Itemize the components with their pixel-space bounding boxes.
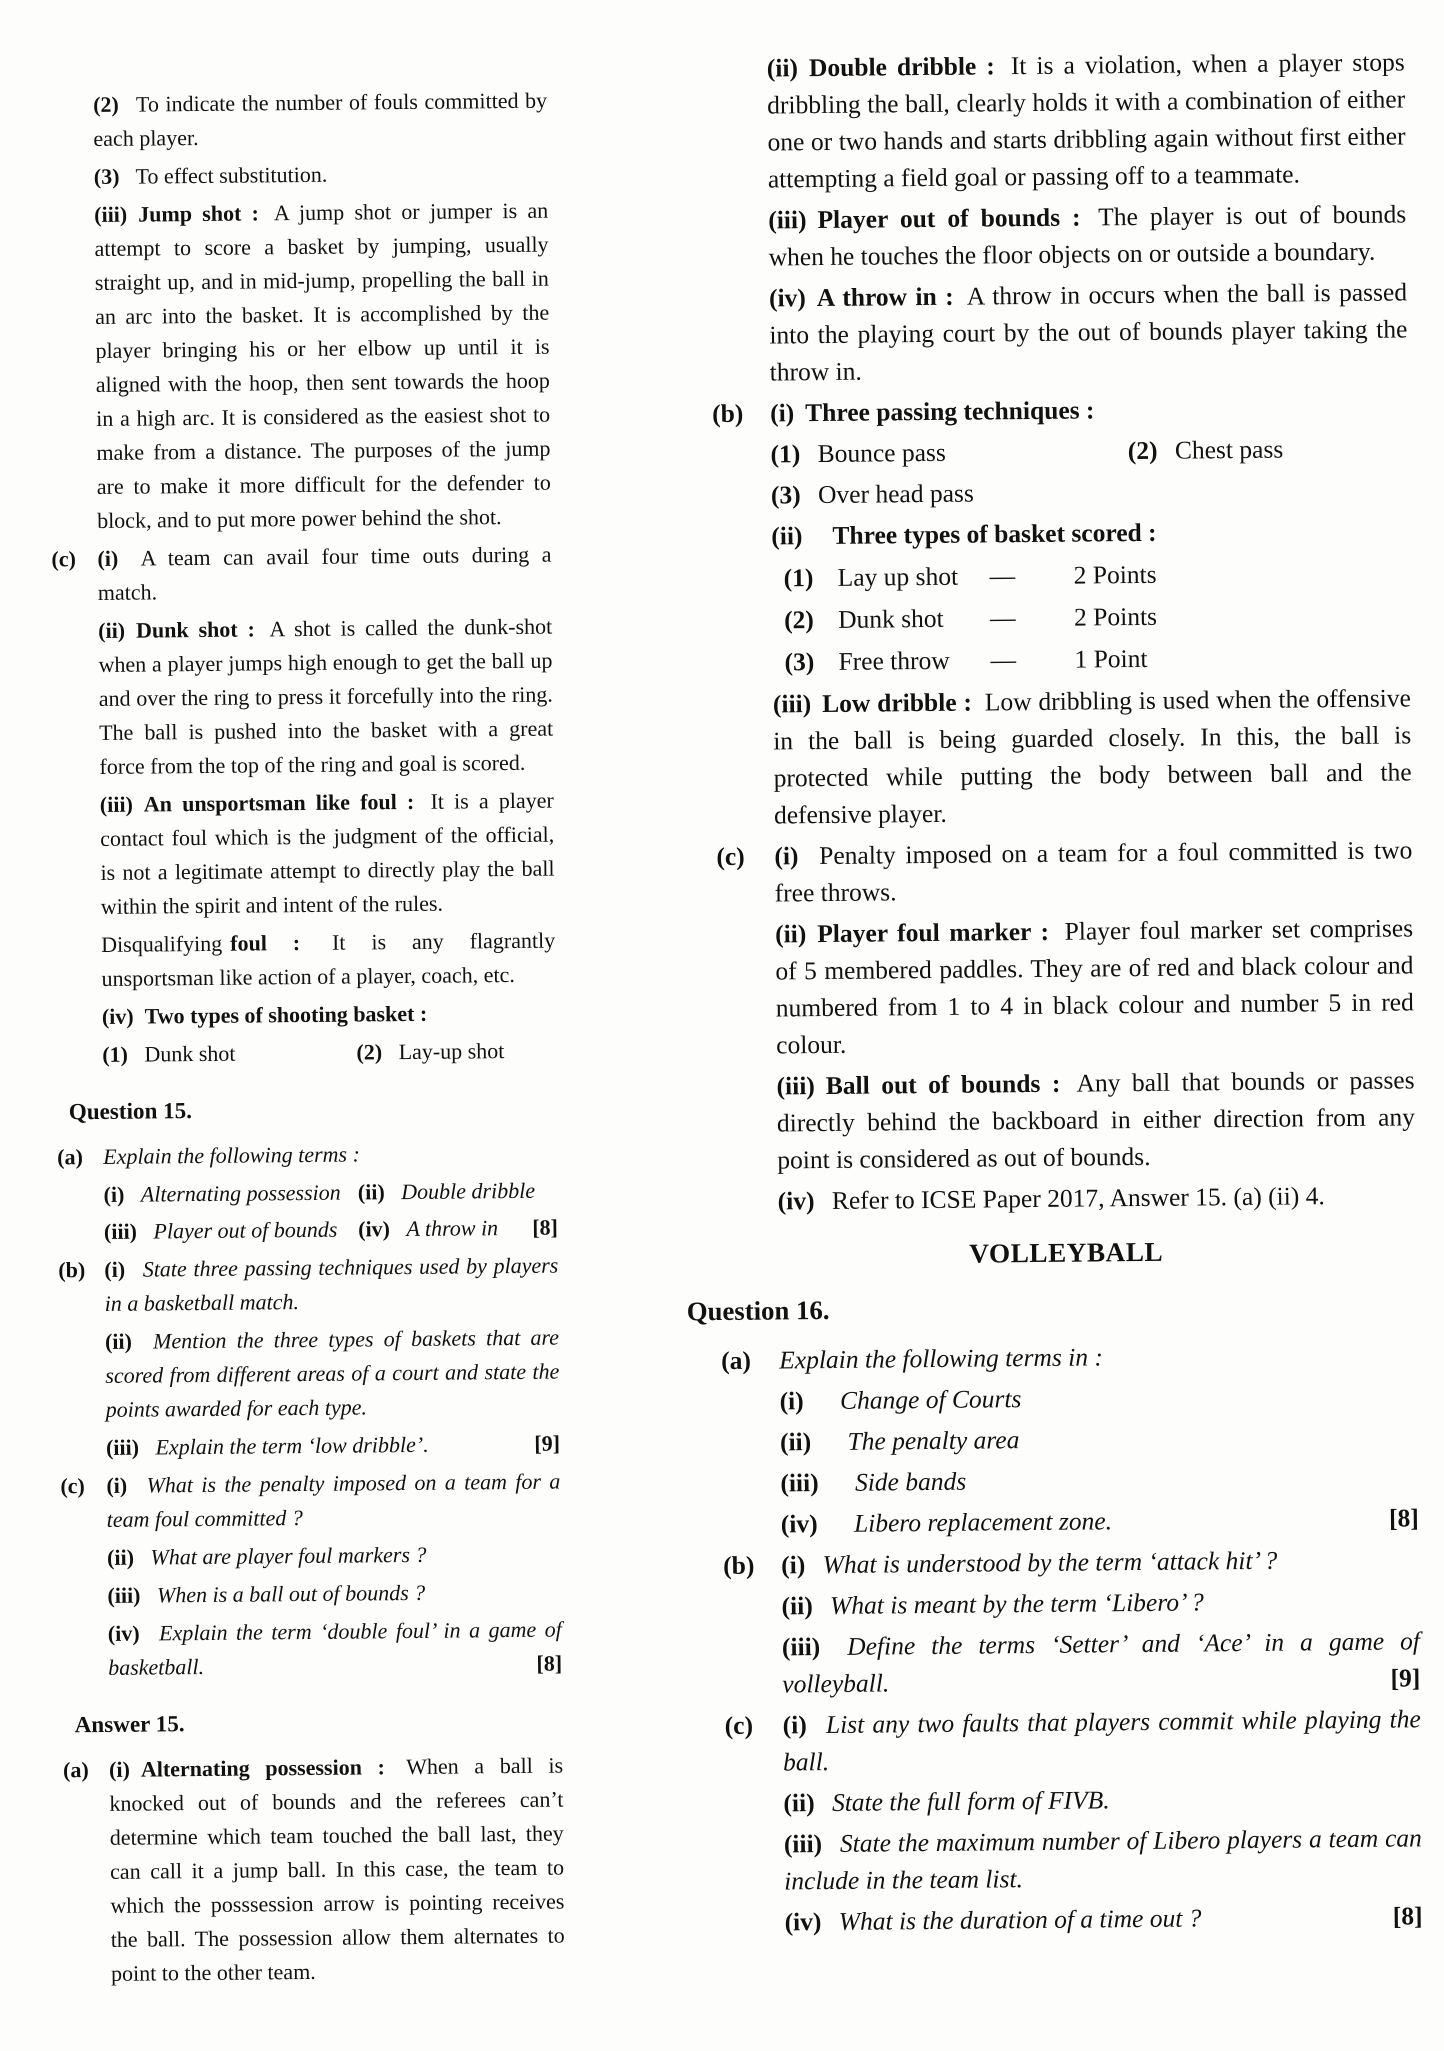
term-lead: Three passing techniques : bbox=[805, 395, 1095, 428]
two-column-row bbox=[104, 1211, 558, 1249]
question-item bbox=[781, 1581, 1419, 1624]
item-label: (ii) bbox=[783, 1788, 815, 1818]
question-text: What are player foul markers ? bbox=[150, 1541, 427, 1570]
body-text: The player is out of bounds when he touches the floor objects on or outside a boundary. bbox=[768, 199, 1407, 272]
item-label: (iv) bbox=[780, 1509, 818, 1539]
body-text: When a ball is knocked out of bounds and the referees can’t determine which team touched the ball last, they can call it a jump ball. In this case, the team to which the posssession arrow is pointing receives the ball. The possession allow them alternates to point to the other team. bbox=[109, 1752, 565, 1986]
question-item bbox=[724, 1700, 1422, 1780]
term-lead: An unsportsman like foul : bbox=[143, 788, 415, 817]
body-text: Refer to ICSE Paper 2017, Answer 15. (a) (ii) 4. bbox=[831, 1181, 1325, 1215]
definition-paragraph bbox=[767, 43, 1406, 197]
outer-label: (c) bbox=[51, 546, 77, 572]
item-label: (iv) bbox=[358, 1216, 391, 1242]
item-label: (iii) bbox=[781, 1632, 821, 1662]
item-label: (iv) bbox=[768, 283, 806, 313]
question-text: Player out of bounds bbox=[153, 1216, 338, 1244]
body-text: A team can avail four time outs during a match. bbox=[97, 541, 552, 605]
answer-heading: Answer 15. bbox=[74, 1710, 185, 1738]
body-text: A shot is called the dunk-shot when a player jumps high enough to get the ball up and over the ring to press it forcefully into the ring. The ball is pushed into the basket with a great force from the top of the ring and goal is scored. bbox=[98, 613, 554, 779]
points-value: 2 Points bbox=[1073, 601, 1158, 632]
body-text: Penalty imposed on a team for a foul committed is two free throws. bbox=[774, 835, 1413, 908]
question-text: A throw in bbox=[406, 1215, 499, 1242]
definition-paragraph bbox=[100, 784, 555, 924]
question-text: Mention the three types of baskets that are scored from different areas of a court and state the points awarded for each type. bbox=[105, 1324, 560, 1422]
term-lead: Player out of bounds : bbox=[817, 202, 1081, 235]
question-item bbox=[784, 1897, 1422, 1940]
item-label: (1) bbox=[102, 1041, 129, 1067]
body-text: A throw in occurs when the ball is passed into the playing court by the out of bounds player taking the throw in. bbox=[769, 277, 1408, 387]
question-text: Explain the following terms in : bbox=[779, 1342, 1104, 1375]
outer-label: (a) bbox=[721, 1345, 752, 1376]
points-row bbox=[784, 595, 1410, 638]
dash: — bbox=[989, 561, 1016, 591]
item-label: (i) bbox=[108, 1756, 130, 1782]
marks-badge: [8] bbox=[536, 1650, 563, 1676]
question-item bbox=[783, 1778, 1421, 1821]
term-lead: Player foul marker : bbox=[817, 916, 1050, 949]
body-text: A jump shot or jumper is an attempt to score a basket by jumping, usually straight up, and in mid-jump, propelling the ball in an arc into the basket. It is accomplished by the player bringing his or her elbow up until it is aligned with the hoop, then sent towards the hoop in a high arc. It is considered as the easiest shot to make from a distance. The purposes of the jump are to make it more difficult for the defender to block, and to put more power behind the shot. bbox=[94, 197, 551, 533]
item-label: (iii) bbox=[99, 791, 133, 817]
two-column-row bbox=[103, 1174, 557, 1212]
row-cell bbox=[103, 1176, 358, 1212]
body-text: Lay-up shot bbox=[398, 1038, 505, 1065]
item-label: (3) bbox=[770, 480, 801, 510]
question-item bbox=[780, 1458, 1418, 1501]
body-text: It is a violation, when a player stops dribbling the ball, clearly holds it with a combination of either one or two hands and starts dribbling again without first either attempting a field goal or passing off to a teammate. bbox=[767, 47, 1406, 194]
marks-badge: [9] bbox=[534, 1430, 561, 1456]
body-text: To indicate the number of fouls committed by each player. bbox=[93, 87, 548, 151]
question-item bbox=[58, 1249, 559, 1321]
question-text: State the maximum number of Libero players a team can include in the team list. bbox=[784, 1823, 1422, 1896]
row-cell bbox=[104, 1213, 359, 1249]
question-text: Double dribble bbox=[401, 1177, 536, 1205]
question-item bbox=[105, 1321, 560, 1427]
outer-label: (b) bbox=[723, 1550, 755, 1581]
item-label: (i) bbox=[106, 1472, 128, 1498]
question-item bbox=[107, 1537, 561, 1575]
definition-paragraph bbox=[773, 679, 1412, 833]
question-text: When is a ball out of bounds ? bbox=[156, 1579, 426, 1608]
question-text: State three passing techniques used by players in a basketball match. bbox=[104, 1252, 559, 1316]
points-row bbox=[784, 637, 1410, 680]
item-label: (i) bbox=[774, 841, 799, 871]
points-value: 1 Point bbox=[1074, 643, 1148, 674]
definition-paragraph bbox=[776, 1061, 1415, 1178]
left-column bbox=[45, 80, 565, 1996]
question-text: Explain the term ‘low dribble’. bbox=[155, 1431, 429, 1460]
term-lead: Two types of shooting basket : bbox=[144, 1000, 428, 1029]
item-label: (i) bbox=[781, 1550, 806, 1580]
body-text: To effect substitution. bbox=[135, 161, 328, 189]
question-item bbox=[723, 1540, 1419, 1583]
term-lead: Alternating possession : bbox=[140, 1754, 386, 1782]
row-cell bbox=[770, 432, 1128, 472]
item-label: (2) bbox=[783, 605, 814, 635]
two-column-row bbox=[102, 1034, 556, 1072]
body-text: Any ball that bounds or passes directly behind the backboard in either direction from any point is considered as out of bounds. bbox=[776, 1065, 1416, 1175]
item-label: (iii) bbox=[768, 205, 807, 235]
item-label: (ii) bbox=[106, 1544, 135, 1570]
question-text: What is understood by the term ‘attack hit’ ? bbox=[822, 1545, 1278, 1580]
numbered-point bbox=[94, 156, 548, 194]
question-text: Alternating possession bbox=[140, 1179, 341, 1207]
term-lead: Three types of basket scored : bbox=[832, 517, 1157, 550]
row-cell bbox=[102, 1036, 357, 1072]
question-heading: Question 15. bbox=[68, 1097, 193, 1125]
term-pre: Disqualifying bbox=[101, 930, 223, 957]
item-label: (iv) bbox=[101, 1003, 134, 1029]
row-cell bbox=[358, 1211, 518, 1247]
outer-label: (b) bbox=[711, 398, 744, 429]
marks-badge: [8] bbox=[1388, 1503, 1419, 1533]
item-label: (i) bbox=[103, 1181, 125, 1207]
term-lead: Ball out of bounds : bbox=[825, 1068, 1061, 1101]
question-text: What is the duration of a time out ? bbox=[838, 1903, 1202, 1936]
answer-item bbox=[716, 831, 1413, 911]
item-label: (i) bbox=[769, 398, 795, 428]
marks-badge: [9] bbox=[1390, 1663, 1421, 1693]
item-label: (iii) bbox=[94, 201, 128, 227]
question-item bbox=[60, 1465, 561, 1537]
item-label: (i) bbox=[97, 545, 119, 571]
item-label: (2) bbox=[93, 91, 119, 117]
term-lead: foul : bbox=[230, 930, 301, 956]
item-label: (3) bbox=[93, 163, 120, 189]
points-row bbox=[784, 553, 1410, 596]
item-label: (ii) bbox=[104, 1328, 133, 1354]
question-item bbox=[780, 1417, 1418, 1460]
item-label: (iii) bbox=[107, 1582, 141, 1608]
numbered-point bbox=[93, 84, 548, 156]
question-item bbox=[782, 1622, 1421, 1702]
item-label: (i) bbox=[779, 1386, 804, 1416]
answer-item bbox=[778, 1176, 1416, 1219]
question-item bbox=[106, 1427, 560, 1465]
question-text: Libero replacement zone. bbox=[853, 1506, 1113, 1538]
row-cell bbox=[356, 1034, 556, 1070]
shot-name: Dunk shot bbox=[837, 603, 944, 634]
item-label: (iii) bbox=[105, 1434, 140, 1460]
answer-item bbox=[62, 1749, 565, 1991]
bold-subheading bbox=[711, 388, 1408, 431]
item-label: (i) bbox=[104, 1256, 126, 1282]
item-label: (ii) bbox=[766, 53, 799, 83]
body-text: It is any flagrantly unsportsman like action of a player, coach, etc. bbox=[101, 927, 556, 991]
body-text: Dunk shot bbox=[144, 1040, 236, 1067]
row-cell bbox=[1128, 429, 1409, 469]
outer-label: (a) bbox=[57, 1144, 84, 1170]
bold-subheading bbox=[102, 996, 556, 1034]
outer-label: (c) bbox=[60, 1473, 85, 1499]
question-item bbox=[721, 1335, 1417, 1378]
question-item bbox=[107, 1575, 561, 1613]
item-label: (3) bbox=[784, 647, 815, 677]
shot-name: Free throw bbox=[838, 645, 950, 676]
item-label: (iii) bbox=[103, 1218, 138, 1244]
item-label: (ii) bbox=[774, 919, 807, 949]
question-item bbox=[784, 1819, 1423, 1899]
question-text: What is meant by the term ‘Libero’ ? bbox=[829, 1587, 1204, 1620]
answer-item bbox=[51, 538, 552, 610]
outer-label: (c) bbox=[724, 1710, 754, 1741]
definition-paragraph bbox=[768, 195, 1407, 275]
marks-badge: [8] bbox=[1392, 1901, 1423, 1931]
body-text: It is a player contact foul which is the judgment of the official, is not a legitimate attempt to directly play the ball within the spirit and intent of the rules. bbox=[100, 787, 555, 919]
item-label: (iii) bbox=[776, 1071, 815, 1101]
item-label: (iii) bbox=[772, 689, 812, 719]
question-text: Explain the term ‘double foul’ in a game of basketball. bbox=[108, 1616, 562, 1680]
item-label: (ii) bbox=[781, 1591, 813, 1621]
question-item bbox=[57, 1136, 557, 1174]
question-item bbox=[108, 1613, 563, 1685]
question-text: Side bands bbox=[854, 1466, 967, 1497]
item-label: (1) bbox=[770, 439, 801, 469]
question-text: Explain the following terms : bbox=[103, 1141, 360, 1169]
bold-subheading bbox=[771, 511, 1409, 554]
body-text: Over head pass bbox=[817, 478, 974, 510]
definition-paragraph bbox=[775, 909, 1414, 1063]
question-item bbox=[781, 1499, 1419, 1542]
question-text: Change of Courts bbox=[839, 1384, 1022, 1415]
item-label: (iii) bbox=[783, 1829, 823, 1859]
item-label: (ii) bbox=[98, 617, 126, 643]
outer-label: (a) bbox=[62, 1757, 89, 1783]
item-label: (ii) bbox=[779, 1427, 812, 1457]
body-text: Low dribbling is used when the offensive in the ball is being guarded closely. In this, the ball is protected while putting the body between ball and the defensive player. bbox=[773, 683, 1412, 830]
term-lead: A throw in : bbox=[816, 281, 954, 313]
item-label: (iv) bbox=[784, 1907, 822, 1937]
right-column bbox=[686, 39, 1423, 1945]
definition-paragraph bbox=[98, 610, 554, 784]
question-item bbox=[779, 1376, 1417, 1419]
term-lead: Dunk shot : bbox=[135, 616, 255, 643]
item-label: (ii) bbox=[357, 1179, 385, 1205]
outer-label: (b) bbox=[58, 1257, 86, 1283]
definition-paragraph bbox=[101, 924, 556, 996]
shot-name: Lay up shot bbox=[837, 561, 959, 592]
question-text: State the full form of FIVB. bbox=[831, 1785, 1110, 1817]
item-label: (i) bbox=[782, 1710, 807, 1740]
body-text: Player foul marker set comprises of 5 membered paddles. They are of red and black colour and numbered from 1 to 4 in black colour and number 5 in red colour. bbox=[775, 913, 1414, 1060]
dash: — bbox=[990, 645, 1017, 675]
item-label: (1) bbox=[783, 563, 814, 593]
item-label: (ii) bbox=[771, 521, 803, 551]
term-lead: Jump shot : bbox=[138, 200, 260, 227]
item-label: (2) bbox=[1127, 435, 1158, 466]
item-label: (iii) bbox=[780, 1468, 819, 1498]
section-heading-volleyball: VOLLEYBALL bbox=[969, 1236, 1164, 1269]
question-text: Define the terms ‘Setter’ and ‘Ace’ in a game of volleyball. bbox=[782, 1626, 1421, 1699]
question-text: The penalty area bbox=[847, 1425, 1020, 1456]
term-lead: Double dribble : bbox=[808, 51, 995, 83]
two-column-row bbox=[770, 429, 1408, 472]
outer-label: (c) bbox=[716, 841, 745, 872]
item-label: (iv) bbox=[777, 1186, 815, 1216]
points-value: 2 Points bbox=[1073, 559, 1157, 590]
body-text: Chest pass bbox=[1174, 434, 1284, 465]
question-heading: Question 16. bbox=[686, 1294, 830, 1327]
item-label: (2) bbox=[356, 1039, 383, 1065]
row-cell bbox=[358, 1174, 558, 1210]
body-text: Bounce pass bbox=[817, 437, 946, 469]
dash: — bbox=[989, 603, 1016, 633]
marks-badge: [8] bbox=[532, 1214, 559, 1240]
definition-paragraph bbox=[94, 194, 551, 538]
numbered-point bbox=[771, 470, 1409, 513]
question-text: What is the penalty imposed on a team for a team foul committed ? bbox=[106, 1468, 561, 1532]
term-lead: Low dribble : bbox=[822, 687, 973, 719]
question-text: List any two faults that players commit while playing the ball. bbox=[782, 1704, 1421, 1777]
item-label: (iv) bbox=[107, 1620, 140, 1646]
definition-paragraph bbox=[769, 273, 1408, 390]
